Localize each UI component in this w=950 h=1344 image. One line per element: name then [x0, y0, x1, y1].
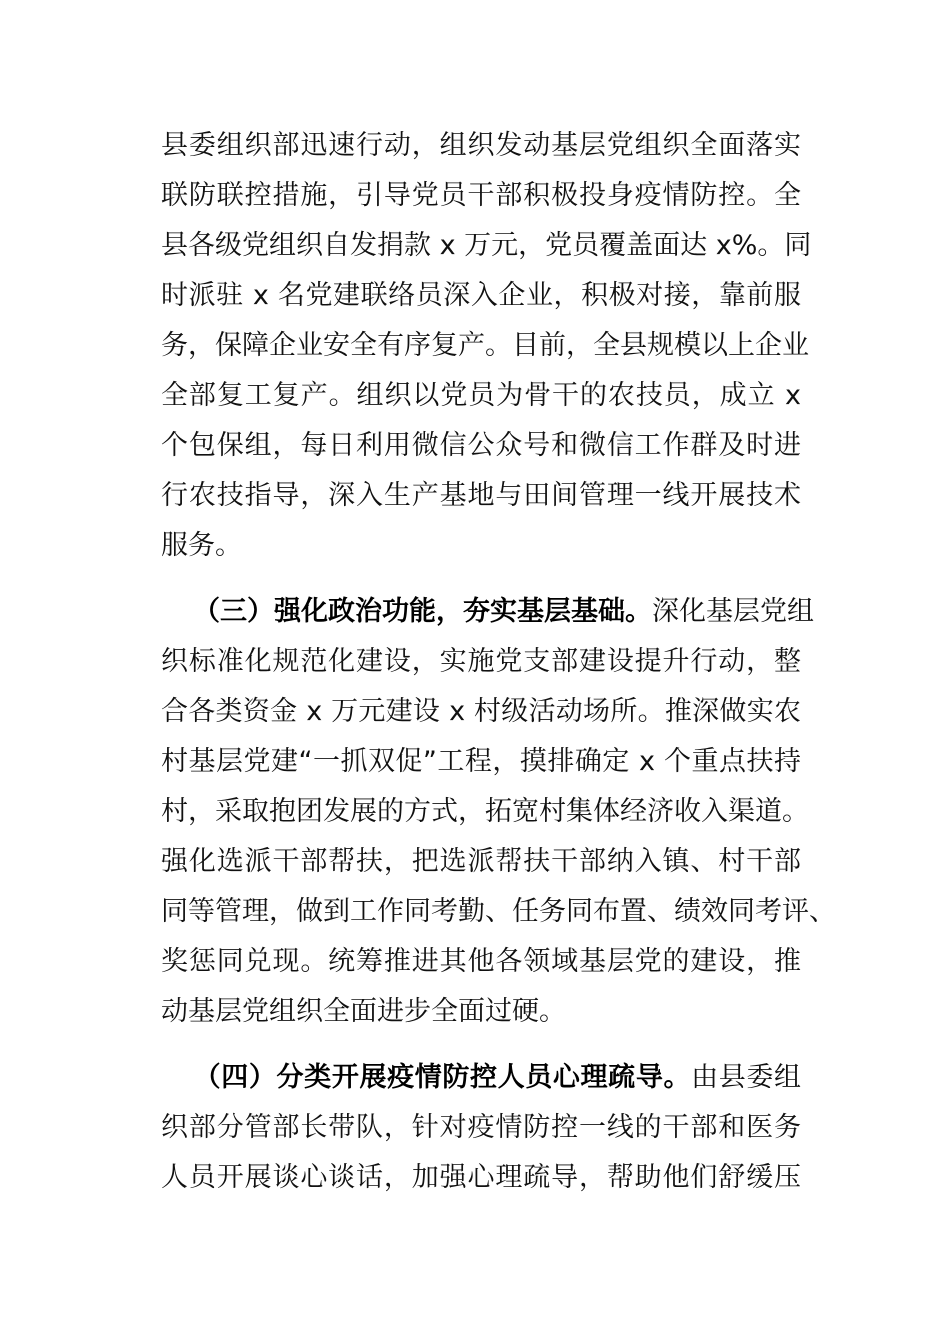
section-heading-4: （四）分类开展疫情防控人员心理疏导。	[193, 1062, 692, 1093]
paragraph-3-line-1	[161, 1053, 801, 1103]
paragraph-1-line-7: 个包保组，每日利用微信公众号和微信工作群及时进	[161, 430, 801, 461]
paragraph-2-line-3: 合各类资金 x 万元建设 x 村级活动场所。推深做实农	[161, 696, 801, 727]
paragraph-2-first-line-text: 深化基层党组	[652, 596, 814, 627]
paragraph-2-line-5: 村，采取抱团发展的方式，拓宽村集体经济收入渠道。	[161, 796, 809, 827]
section-heading-3: （三）强化政治功能，夯实基层基础。	[193, 596, 652, 627]
paragraph-2-line-8: 奖惩同兑现。统筹推进其他各领域基层党的建设，推	[161, 946, 801, 977]
paragraph-2-line-4: 村基层党建“一抓双促”工程，摸排确定 x 个重点扶持	[161, 746, 801, 777]
paragraph-1-line-3: 县各级党组织自发捐款 x 万元，党员覆盖面达 x%。同	[161, 230, 812, 261]
paragraph-1-line-6: 全部复工复产。组织以党员为骨干的农技员，成立 x	[161, 380, 801, 411]
paragraph-1-line-5: 务，保障企业安全有序复产。目前，全县规模以上企业	[161, 330, 809, 361]
paragraph-3-first-line-text: 由县委组	[691, 1062, 802, 1093]
paragraph-1-line-8: 行农技指导，深入生产基地与田间管理一线开展技术	[161, 480, 801, 511]
paragraph-3-line-3: 人员开展谈心谈话，加强心理疏导，帮助他们舒缓压	[161, 1162, 801, 1193]
paragraph-1-line-4: 时派驻 x 名党建联络员深入企业，积极对接，靠前服	[161, 280, 801, 311]
paragraph-2-line-6: 强化选派干部帮扶，把选派帮扶干部纳入镇、村干部	[161, 846, 801, 877]
paragraph-2-line-7: 同等管理，做到工作同考勤、任务同布置、绩效同考评、	[161, 896, 836, 927]
paragraph-1-line-1: 县委组织部迅速行动，组织发动基层党组织全面落实	[161, 130, 801, 161]
paragraph-2-line-2: 织标准化规范化建设，实施党支部建设提升行动，整	[161, 646, 801, 677]
paragraph-1-line-2: 联防联控措施，引导党员干部积极投身疫情防控。全	[161, 180, 801, 211]
paragraph-2-line-1	[161, 587, 814, 637]
paragraph-1-line-9: 服务。	[161, 530, 242, 561]
paragraph-2-line-9: 动基层党组织全面进步全面过硬。	[161, 996, 566, 1027]
paragraph-3-line-2: 织部分管部长带队，针对疫情防控一线的干部和医务	[161, 1112, 801, 1143]
